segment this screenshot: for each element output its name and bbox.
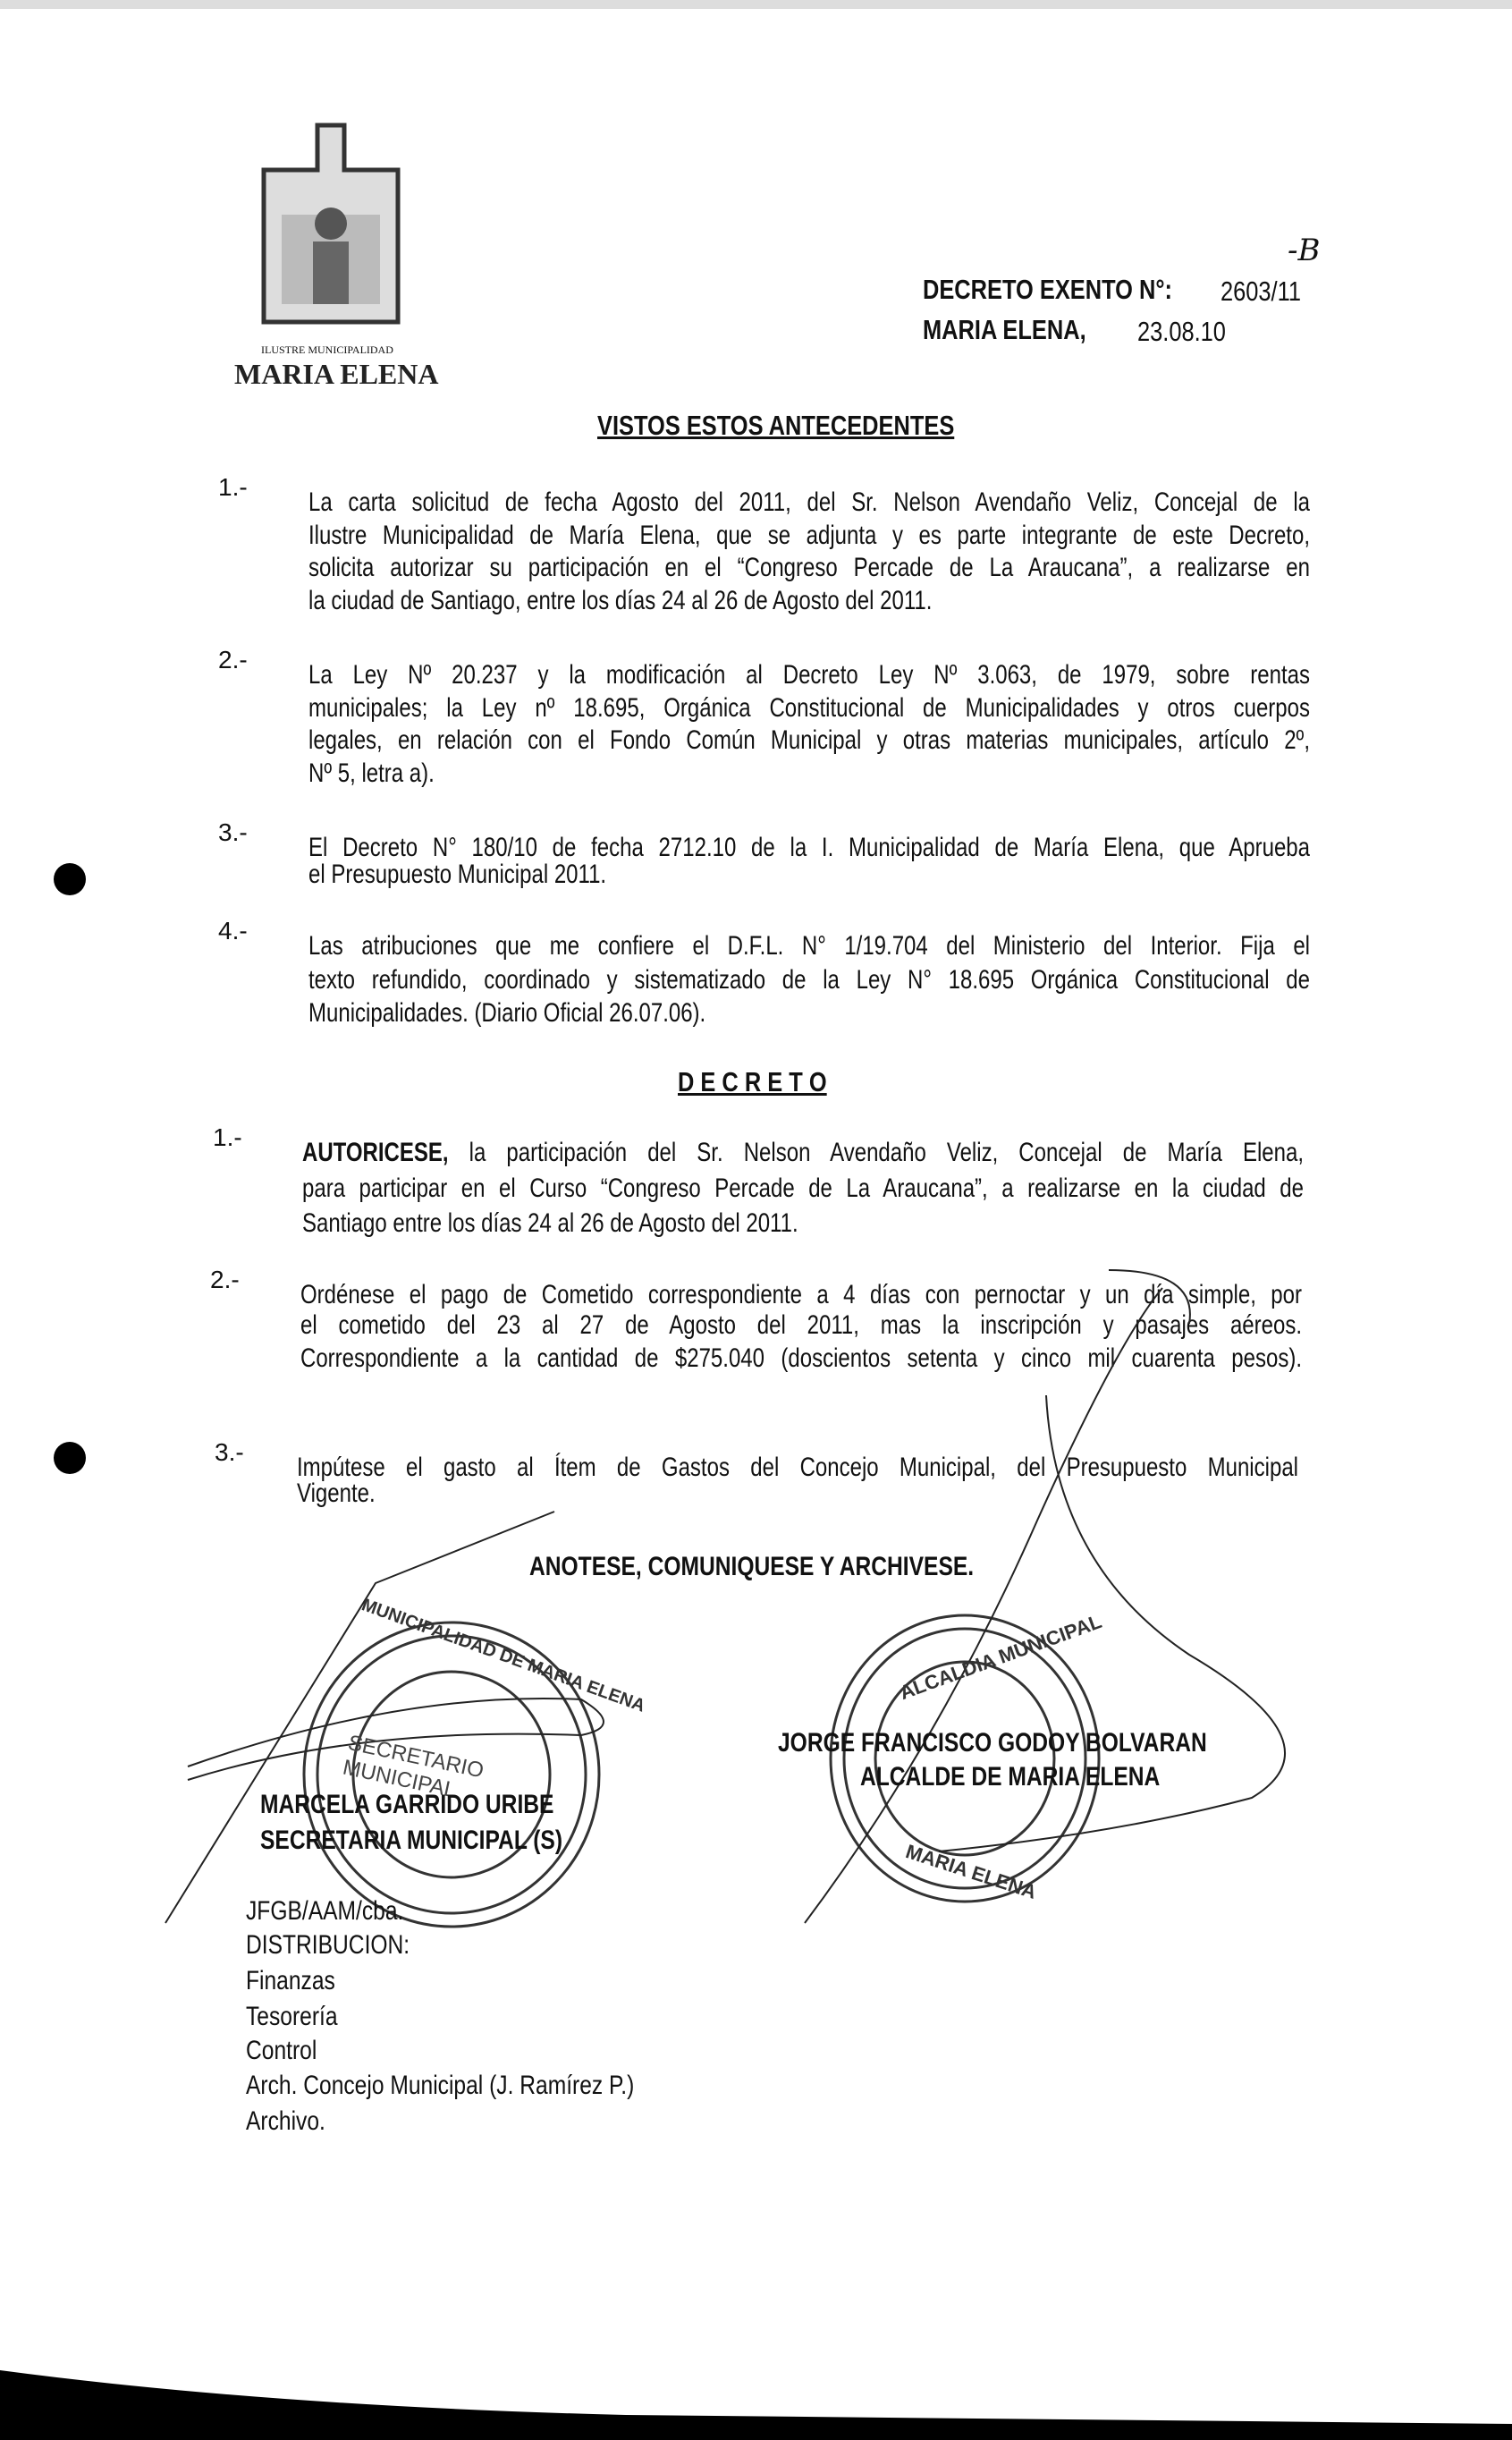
decreto-heading: D E C R E T O bbox=[678, 1066, 827, 1097]
paragraph-line: La carta solicitud de fecha Agosto del 2011, del Sr. Nelson Avendaño Veliz, Concejal de la bbox=[308, 487, 1310, 517]
paragraph-line: Ilustre Municipalidad de María Elena, que se adjunta y es parte integrante de este Decreto, bbox=[308, 521, 1310, 550]
bold-lead: AUTORICESE, bbox=[302, 1138, 449, 1167]
item-number: 1.- bbox=[218, 473, 248, 501]
stamp-top-text: ALCALDIA MUNICIPAL bbox=[896, 1610, 1105, 1705]
paragraph-line: solicita autorizar su participación en el “Congreso Percade de La Araucana”, a realizarse en bbox=[308, 553, 1310, 582]
mayor-title: ALCALDE DE MARIA ELENA bbox=[860, 1762, 1161, 1792]
paragraph-line: el cometido del 23 al 27 de Agosto del 2011, mas la inscripción y pasajes aéreos. bbox=[300, 1310, 1302, 1340]
paragraph-line: legales, en relación con el Fondo Común Municipal y otras materias municipales, artículo 2º, bbox=[308, 725, 1310, 755]
paragraph-line: la ciudad de Santiago, entre los días 24 al 26 de Agosto del 2011. bbox=[308, 586, 933, 615]
paragraph-line: Correspondiente a la cantidad de $275.040 (doscientos setenta y cinco mil cuarenta pesos). bbox=[300, 1343, 1302, 1373]
paragraph-line: Vigente. bbox=[297, 1478, 376, 1508]
paragraph-line: para participar en el Curso “Congreso Percade de La Araucana”, a realizarse en la ciudad de bbox=[302, 1173, 1304, 1203]
item-number: 2.- bbox=[218, 646, 248, 674]
place-label: MARIA ELENA, bbox=[923, 314, 1086, 345]
logo-name: MARIA ELENA bbox=[234, 358, 439, 390]
paragraph-line: Impútese el gasto al Ítem de Gastos del Concejo Municipal, del Presupuesto Municipal bbox=[297, 1453, 1298, 1482]
paragraph-line: Ordénese el pago de Cometido correspondiente a 4 días con pernoctar y un día simple, por bbox=[300, 1280, 1302, 1309]
item-number: 1.- bbox=[213, 1123, 242, 1151]
paragraph-line: municipales; la Ley nº 18.695, Orgánica Constitucional de Municipalidades y otros cuerpos bbox=[308, 693, 1310, 723]
decree-number: 2603/11 bbox=[1221, 275, 1302, 307]
stamp-outer-text: MUNICIPALIDAD DE MARIA ELENA bbox=[359, 1595, 648, 1716]
item-number: 3.- bbox=[215, 1438, 244, 1466]
secretary-name: MARCELA GARRIDO URIBE bbox=[260, 1790, 554, 1819]
paragraph-line: texto refundido, coordinado y sistematizado de la Ley N° 18.695 Orgánica Constitucional de bbox=[308, 965, 1310, 995]
initials: JFGB/AAM/cba. bbox=[246, 1896, 404, 1926]
line-text: la participación del Sr. Nelson Avendaño Veliz, Concejal de María Elena, bbox=[448, 1138, 1304, 1167]
decree-date: 23.08.10 bbox=[1137, 316, 1226, 347]
distribution-item: Finanzas bbox=[246, 1966, 335, 1995]
secretary-title: SECRETARIA MUNICIPAL (S) bbox=[260, 1826, 563, 1855]
paragraph-line: el Presupuesto Municipal 2011. bbox=[308, 860, 607, 889]
paragraph-line: El Decreto N° 180/10 de fecha 2712.10 de la I. Municipalidad de María Elena, que Aprueba bbox=[308, 833, 1310, 862]
decree-label: DECRETO EXENTO N°: bbox=[923, 274, 1173, 305]
handwritten-mark: -B bbox=[1288, 233, 1321, 268]
distribution-heading: DISTRIBUCION: bbox=[246, 1930, 410, 1960]
paragraph-line: Municipalidades. (Diario Oficial 26.07.06). bbox=[308, 998, 706, 1028]
stamp-bottom-text: MARIA ELENA bbox=[903, 1840, 1040, 1903]
distribution-item: Tesorería bbox=[246, 2002, 338, 2031]
closing-statement: ANOTESE, COMUNIQUESE Y ARCHIVESE. bbox=[529, 1552, 975, 1581]
distribution-item: Control bbox=[246, 2036, 317, 2065]
stamp-inner-text: SECRETARIO MUNICIPAL bbox=[341, 1731, 486, 1803]
distribution-item: Archivo. bbox=[246, 2106, 325, 2136]
paragraph-line: Las atribuciones que me confiere el D.F.L. N° 1/19.704 del Ministerio del Interior. Fija el bbox=[308, 931, 1310, 961]
logo-subtitle: ILUSTRE MUNICIPALIDAD bbox=[261, 343, 393, 356]
item-number: 3.- bbox=[218, 818, 248, 846]
paragraph-line: Nº 5, letra a). bbox=[308, 758, 435, 788]
mayor-name: JORGE FRANCISCO GODOY BOLVARAN bbox=[778, 1728, 1207, 1758]
vistos-heading: VISTOS ESTOS ANTECEDENTES bbox=[597, 410, 955, 441]
distribution-item: Arch. Concejo Municipal (J. Ramírez P.) bbox=[246, 2071, 635, 2100]
paragraph-line: Santiago entre los días 24 al 26 de Agosto del 2011. bbox=[302, 1208, 798, 1238]
paragraph-line: La Ley Nº 20.237 y la modificación al Decreto Ley Nº 3.063, de 1979, sobre rentas bbox=[308, 660, 1310, 690]
item-number: 2.- bbox=[210, 1266, 240, 1293]
item-number: 4.- bbox=[218, 917, 248, 945]
